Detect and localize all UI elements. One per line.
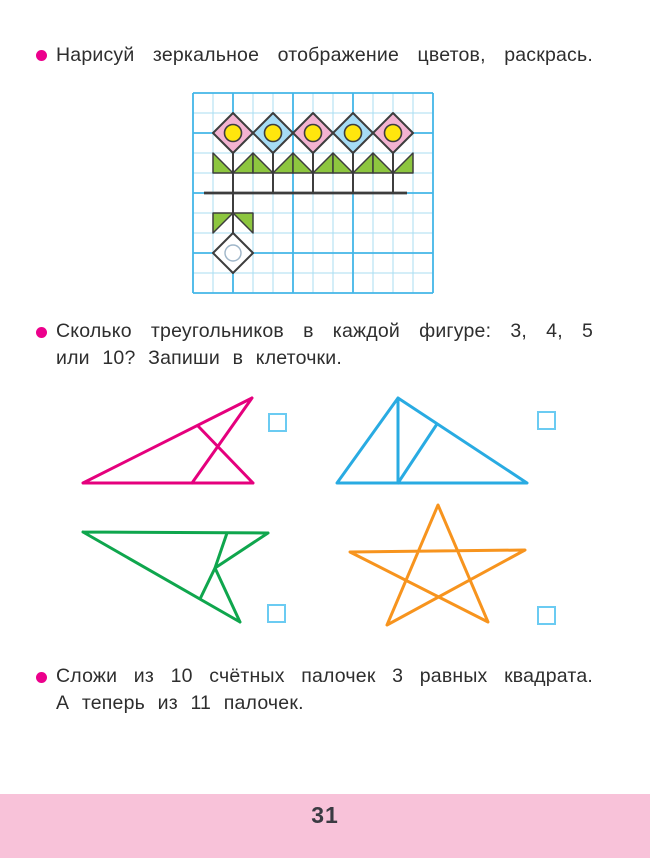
answer-box-green-figure[interactable] [267, 604, 286, 623]
task3-line1: Сложи из 10 счётных палочек 3 равных квадрата. [56, 665, 593, 687]
flower-leaf-right [313, 153, 333, 173]
flower-leaf-left [373, 153, 393, 173]
task3-line2: А теперь из 11 палочек. [56, 692, 304, 714]
page-number: 31 [311, 802, 339, 828]
task2-bullet-icon [36, 327, 47, 338]
task1-bullet-icon [36, 50, 47, 61]
flower-leaf-right [353, 153, 373, 173]
task2-line1: Сколько треугольников в каждой фигуре: 3, 4, 5 [56, 320, 593, 342]
flower-center [225, 125, 242, 142]
mirror-leaf-left [213, 213, 233, 233]
flower-center [385, 125, 402, 142]
task1-text [56, 42, 593, 69]
task3-text [56, 663, 593, 717]
figure-green-arrow [83, 532, 268, 622]
flower-center [265, 125, 282, 142]
mirror-petal-outline [213, 233, 253, 273]
flower-leaf-left [293, 153, 313, 173]
flower-leaf-right [233, 153, 253, 173]
figure-orange-star [350, 505, 525, 625]
figure-magenta-triangles [83, 398, 253, 483]
flower-leaf-left [333, 153, 353, 173]
task3-bullet-icon [36, 672, 47, 683]
flower-leaf-left [213, 153, 233, 173]
mirror-flowers-drawing [183, 83, 443, 303]
flower-leaf-right [393, 153, 413, 173]
triangle-figures-drawing [50, 385, 570, 640]
flower-leaf-left [253, 153, 273, 173]
figure-blue-triangle [337, 398, 527, 483]
task1-line1: Нарисуй зеркальное отображение цветов, раскрась. [56, 44, 593, 66]
flower-center [345, 125, 362, 142]
answer-box-orange-figure[interactable] [537, 606, 556, 625]
flower-center [305, 125, 322, 142]
task2-line2: или 10? Запиши в клеточки. [56, 347, 342, 369]
flower-leaf-right [273, 153, 293, 173]
answer-box-blue-figure[interactable] [537, 411, 556, 430]
answer-box-magenta-figure[interactable] [268, 413, 287, 432]
task2-text [56, 318, 593, 372]
mirror-leaf-right [233, 213, 253, 233]
